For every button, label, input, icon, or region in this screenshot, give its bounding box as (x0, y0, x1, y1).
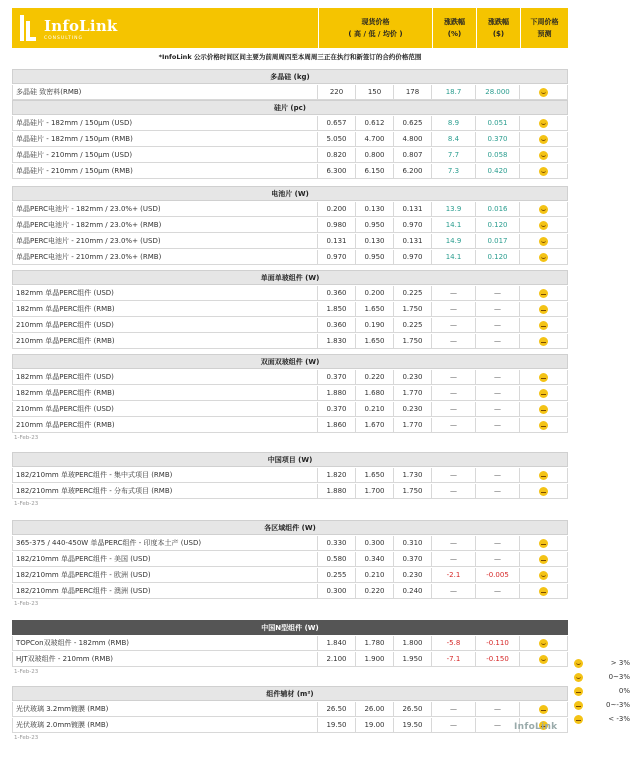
table-row (12, 334, 568, 349)
legend-item (574, 684, 640, 698)
change-usd: — (476, 584, 520, 598)
price-high: 220 (318, 85, 356, 99)
smile-icon (539, 88, 548, 97)
table-header (12, 8, 568, 48)
price-avg: 4.800 (394, 132, 432, 146)
change-usd: — (476, 468, 520, 482)
change-pct: — (432, 386, 476, 400)
watermark: InfoLink (514, 722, 558, 732)
smile-icon (539, 237, 548, 246)
change-usd: 0.120 (476, 250, 520, 264)
forecast-subtitle: 预测 (537, 30, 552, 38)
table-row (12, 568, 568, 583)
section-header: 单面单玻组件 (W) (12, 270, 568, 285)
price-high: 1.820 (318, 468, 356, 482)
table-row (12, 370, 568, 385)
table-row (12, 318, 568, 333)
forecast-cell (520, 568, 568, 582)
price-avg: 0.230 (394, 370, 432, 384)
price-low: 0.200 (356, 286, 394, 300)
product-name: 210mm 单晶PERC组件 (RMB) (12, 418, 318, 432)
product-name: 单晶硅片 - 210mm / 150μm (USD) (12, 148, 318, 162)
price-avg: 1.750 (394, 334, 432, 348)
product-name: 182/210mm 单玻PERC组件 - 集中式项目 (RMB) (12, 468, 318, 482)
price-avg: 6.200 (394, 164, 432, 178)
smile-icon (539, 119, 548, 128)
product-name: TOPCon双玻组件 - 182mm (RMB) (12, 636, 318, 650)
change-usd: -0.005 (476, 568, 520, 582)
change-usd: — (476, 302, 520, 316)
price-avg: 19.50 (394, 718, 432, 732)
table-row (12, 202, 568, 217)
legend-label: 0% (618, 687, 630, 695)
price-avg: 1.770 (394, 418, 432, 432)
change-usd: — (476, 702, 520, 716)
forecast-cell (520, 484, 568, 498)
price-low: 0.950 (356, 250, 394, 264)
forecast-cell (520, 218, 568, 232)
forecast-cell (520, 318, 568, 332)
neutral-face-icon (539, 487, 548, 496)
price-low: 1.650 (356, 334, 394, 348)
product-name: 210mm 单晶PERC组件 (USD) (12, 318, 318, 332)
change-usd: 0.370 (476, 132, 520, 146)
change-usd: — (476, 402, 520, 416)
forecast-cell (520, 202, 568, 216)
change-usd: — (476, 286, 520, 300)
neutral-face-icon (539, 539, 548, 548)
forecast-cell (520, 536, 568, 550)
product-name: 182/210mm 单晶PERC组件 - 澳洲 (USD) (12, 584, 318, 598)
product-name: 单晶PERC电池片 - 210mm / 23.0%+ (RMB) (12, 250, 318, 264)
price-low: 1.670 (356, 418, 394, 432)
forecast-cell (520, 584, 568, 598)
change-pct: -7.1 (432, 652, 476, 666)
change-usd-title: 涨跌幅 (488, 18, 509, 26)
table-row (12, 386, 568, 401)
price-low: 0.220 (356, 370, 394, 384)
change-pct: — (432, 370, 476, 384)
change-usd: 0.051 (476, 116, 520, 130)
change-usd: -0.110 (476, 636, 520, 650)
change-usd: 0.016 (476, 202, 520, 216)
price-avg: 0.225 (394, 318, 432, 332)
price-high: 0.330 (318, 536, 356, 550)
legend-label: > 3% (610, 659, 630, 667)
price-low: 4.700 (356, 132, 394, 146)
price-avg: 0.310 (394, 536, 432, 550)
change-pct: 8.9 (432, 116, 476, 130)
forecast-cell (520, 402, 568, 416)
product-name: 单晶PERC电池片 - 182mm / 23.0%+ (RMB) (12, 218, 318, 232)
product-name: 182mm 单晶PERC组件 (RMB) (12, 302, 318, 316)
legend-item (574, 656, 640, 670)
price-high: 1.880 (318, 386, 356, 400)
change-usd: — (476, 718, 520, 732)
price-low: 1.680 (356, 386, 394, 400)
price-avg: 0.625 (394, 116, 432, 130)
price-avg: 0.370 (394, 552, 432, 566)
price-avg: 0.970 (394, 218, 432, 232)
change-usd: — (476, 370, 520, 384)
price-high: 6.300 (318, 164, 356, 178)
product-name: 182/210mm 单玻PERC组件 - 分布式项目 (RMB) (12, 484, 318, 498)
price-high: 1.830 (318, 334, 356, 348)
price-low: 0.300 (356, 536, 394, 550)
price-low: 1.780 (356, 636, 394, 650)
change-usd: -0.150 (476, 652, 520, 666)
forecast-cell (520, 234, 568, 248)
sad-face-icon (539, 571, 548, 580)
change-usd: 0.058 (476, 148, 520, 162)
change-pct: -2.1 (432, 568, 476, 582)
smile-icon (539, 253, 548, 262)
price-high: 0.580 (318, 552, 356, 566)
forecast-cell (520, 85, 568, 99)
price-avg: 0.230 (394, 568, 432, 582)
product-name: 210mm 单晶PERC组件 (RMB) (12, 334, 318, 348)
legend-item (574, 698, 640, 712)
price-high: 1.860 (318, 418, 356, 432)
infolink-logo-icon (20, 15, 36, 41)
neutral-face-icon (539, 705, 548, 714)
change-pct: — (432, 718, 476, 732)
price-high: 26.50 (318, 702, 356, 716)
table-row (12, 234, 568, 249)
neutral-face-icon (539, 389, 548, 398)
forecast-cell (520, 302, 568, 316)
change-pct: — (432, 552, 476, 566)
price-avg: 1.750 (394, 302, 432, 316)
price-low: 0.130 (356, 202, 394, 216)
change-pct: 14.9 (432, 234, 476, 248)
price-avg: 0.807 (394, 148, 432, 162)
table-row (12, 250, 568, 265)
forecast-cell (520, 116, 568, 130)
section-header: 多晶硅 (kg) (12, 69, 568, 84)
crying-face-icon (574, 715, 583, 724)
change-pct-title: 涨跌幅 (444, 18, 465, 26)
section-header: 组件辅材 (m²) (12, 686, 568, 701)
price-high: 0.360 (318, 318, 356, 332)
sad-face-icon (539, 655, 548, 664)
price-avg: 0.131 (394, 202, 432, 216)
price-high: 0.131 (318, 234, 356, 248)
product-name: 182mm 单晶PERC组件 (USD) (12, 370, 318, 384)
product-name: 182/210mm 单晶PERC组件 - 美国 (USD) (12, 552, 318, 566)
table-row (12, 286, 568, 301)
price-low: 0.210 (356, 568, 394, 582)
table-row (12, 702, 568, 717)
neutral-face-icon (539, 587, 548, 596)
price-high: 0.970 (318, 250, 356, 264)
forecast-cell (520, 132, 568, 146)
neutral-face-icon (574, 687, 583, 696)
price-high: 1.850 (318, 302, 356, 316)
price-notice: *InfoLink 公示价格时间区间主要为前周周四至本周周三正在执行和新签订的合约价格范围 (158, 53, 422, 61)
price-low: 0.220 (356, 584, 394, 598)
change-pct: 7.7 (432, 148, 476, 162)
forecast-cell (520, 148, 568, 162)
change-pct: — (432, 484, 476, 498)
date-label: 1-Feb-23 (14, 601, 39, 607)
change-pct: — (432, 418, 476, 432)
date-label: 1-Feb-23 (14, 501, 39, 507)
change-usd-header (476, 8, 520, 48)
price-low: 0.950 (356, 218, 394, 232)
neutral-face-icon (539, 321, 548, 330)
smile-icon (539, 205, 548, 214)
table-row (12, 132, 568, 147)
change-usd: — (476, 318, 520, 332)
legend-item (574, 670, 640, 684)
table-row (12, 164, 568, 179)
table-row (12, 218, 568, 233)
forecast-cell (520, 370, 568, 384)
table-row (12, 636, 568, 651)
product-name: 单晶PERC电池片 - 210mm / 23.0%+ (USD) (12, 234, 318, 248)
price-high: 2.100 (318, 652, 356, 666)
price-low: 19.00 (356, 718, 394, 732)
section-header: 中国项目 (W) (12, 452, 568, 467)
change-pct: — (432, 318, 476, 332)
change-pct: — (432, 286, 476, 300)
price-low: 0.190 (356, 318, 394, 332)
smile-icon (574, 673, 583, 682)
price-low: 0.612 (356, 116, 394, 130)
neutral-face-icon (539, 305, 548, 314)
forecast-cell (520, 334, 568, 348)
table-row (12, 652, 568, 667)
change-pct: 18.7 (432, 85, 476, 99)
change-pct: — (432, 402, 476, 416)
forecast-cell (520, 164, 568, 178)
change-pct: 7.3 (432, 164, 476, 178)
date-label: 1-Feb-23 (14, 735, 39, 741)
price-high: 1.840 (318, 636, 356, 650)
product-name: 光伏玻璃 3.2mm镀膜 (RMB) (12, 702, 318, 716)
price-low: 6.150 (356, 164, 394, 178)
forecast-cell (520, 386, 568, 400)
price-high: 0.370 (318, 402, 356, 416)
price-high: 0.300 (318, 584, 356, 598)
price-low: 0.800 (356, 148, 394, 162)
price-low: 0.340 (356, 552, 394, 566)
forecast-cell (520, 250, 568, 264)
price-avg: 0.131 (394, 234, 432, 248)
legend-item (574, 712, 640, 726)
product-name: 单晶硅片 - 182mm / 150μm (RMB) (12, 132, 318, 146)
price-high: 5.050 (318, 132, 356, 146)
product-name: 182mm 单晶PERC组件 (USD) (12, 286, 318, 300)
section-header: 双面双玻组件 (W) (12, 354, 568, 369)
smile-icon (539, 135, 548, 144)
forecast-cell (520, 418, 568, 432)
section-header: 电池片 (W) (12, 186, 568, 201)
change-pct: — (432, 302, 476, 316)
table-row (12, 552, 568, 567)
smile-icon (539, 151, 548, 160)
neutral-face-icon (539, 555, 548, 564)
table-row (12, 536, 568, 551)
forecast-cell (520, 468, 568, 482)
change-pct: — (432, 468, 476, 482)
neutral-face-icon (539, 405, 548, 414)
price-avg: 1.770 (394, 386, 432, 400)
price-high: 0.370 (318, 370, 356, 384)
price-avg: 0.240 (394, 584, 432, 598)
price-avg: 0.970 (394, 250, 432, 264)
spot-price-subtitle: ( 高 / 低 / 均价 ) (348, 30, 403, 38)
change-usd: — (476, 334, 520, 348)
product-name: 210mm 单晶PERC组件 (USD) (12, 402, 318, 416)
change-pct: -5.8 (432, 636, 476, 650)
change-pct-header (432, 8, 476, 48)
smile-icon (539, 221, 548, 230)
brand-logo-area (12, 8, 318, 48)
change-pct: 14.1 (432, 218, 476, 232)
forecast-cell (520, 702, 568, 716)
table-row (12, 148, 568, 163)
price-high: 0.980 (318, 218, 356, 232)
neutral-face-icon (539, 471, 548, 480)
price-low: 1.700 (356, 484, 394, 498)
forecast-title: 下周价格 (530, 18, 559, 26)
change-pct: 13.9 (432, 202, 476, 216)
change-usd: — (476, 418, 520, 432)
table-row (12, 584, 568, 599)
date-label: 1-Feb-23 (14, 435, 39, 441)
big-smile-icon (574, 659, 583, 668)
table-row (12, 468, 568, 483)
price-avg: 178 (394, 85, 432, 99)
price-high: 1.880 (318, 484, 356, 498)
price-low: 1.900 (356, 652, 394, 666)
brand-subtitle: CONSULTING (44, 36, 84, 41)
product-name: 单晶PERC电池片 - 182mm / 23.0%+ (USD) (12, 202, 318, 216)
section-header: 各区域组件 (W) (12, 520, 568, 535)
change-usd: 0.120 (476, 218, 520, 232)
sad-face-icon (574, 701, 583, 710)
change-usd: — (476, 552, 520, 566)
neutral-face-icon (539, 337, 548, 346)
price-avg: 1.730 (394, 468, 432, 482)
section-header: 硅片 (pc) (12, 100, 568, 115)
table-row (12, 116, 568, 131)
date-label: 1-Feb-23 (14, 669, 39, 675)
table-row (12, 718, 568, 733)
price-high: 0.200 (318, 202, 356, 216)
product-name: HJT双玻组件 - 210mm (RMB) (12, 652, 318, 666)
section-header: 中国N型组件 (W) (12, 620, 568, 635)
table-row (12, 302, 568, 317)
legend-label: 0~-3% (606, 701, 630, 709)
neutral-face-icon (539, 421, 548, 430)
price-low: 1.650 (356, 302, 394, 316)
product-name: 182/210mm 单晶PERC组件 - 欧洲 (USD) (12, 568, 318, 582)
product-name: 182mm 单晶PERC组件 (RMB) (12, 386, 318, 400)
product-name: 单晶硅片 - 210mm / 150μm (RMB) (12, 164, 318, 178)
price-low: 0.130 (356, 234, 394, 248)
table-row (12, 484, 568, 499)
legend-label: < -3% (608, 715, 630, 723)
change-usd: — (476, 536, 520, 550)
change-usd-unit: ($) (492, 30, 505, 38)
brand-name: InfoLink (44, 17, 118, 35)
product-name: 光伏玻璃 2.0mm镀膜 (RMB) (12, 718, 318, 732)
smile-icon (539, 167, 548, 176)
legend-label: 0~3% (608, 673, 630, 681)
forecast-header (520, 8, 568, 48)
change-usd: 0.420 (476, 164, 520, 178)
product-name: 365-375 / 440-450W 单晶PERC组件 - 印度本土产 (USD) (12, 536, 318, 550)
table-row (12, 402, 568, 417)
product-name: 多晶硅 致密料(RMB) (12, 85, 318, 99)
change-pct: — (432, 584, 476, 598)
price-low: 26.00 (356, 702, 394, 716)
change-usd: — (476, 386, 520, 400)
spot-price-title: 现货价格 (361, 18, 390, 26)
change-pct: 8.4 (432, 132, 476, 146)
change-usd: 28.000 (476, 85, 520, 99)
price-avg: 26.50 (394, 702, 432, 716)
price-avg: 0.230 (394, 402, 432, 416)
price-high: 0.255 (318, 568, 356, 582)
forecast-legend (574, 656, 640, 726)
table-row (12, 418, 568, 433)
change-usd: — (476, 484, 520, 498)
change-pct: — (432, 334, 476, 348)
price-avg: 1.800 (394, 636, 432, 650)
price-avg: 0.225 (394, 286, 432, 300)
forecast-cell (520, 636, 568, 650)
table-row (12, 85, 568, 100)
price-high: 19.50 (318, 718, 356, 732)
forecast-cell (520, 286, 568, 300)
price-avg: 1.750 (394, 484, 432, 498)
spot-price-header (318, 8, 432, 48)
price-avg: 1.950 (394, 652, 432, 666)
change-usd: 0.017 (476, 234, 520, 248)
change-pct: — (432, 536, 476, 550)
forecast-cell (520, 552, 568, 566)
price-low: 150 (356, 85, 394, 99)
change-pct: — (432, 702, 476, 716)
neutral-face-icon (539, 373, 548, 382)
price-low: 0.210 (356, 402, 394, 416)
change-pct-unit: (%) (447, 30, 462, 38)
product-name: 单晶硅片 - 182mm / 150μm (USD) (12, 116, 318, 130)
price-high: 0.820 (318, 148, 356, 162)
price-high: 0.360 (318, 286, 356, 300)
price-high: 0.657 (318, 116, 356, 130)
price-low: 1.650 (356, 468, 394, 482)
sad-face-icon (539, 639, 548, 648)
change-pct: 14.1 (432, 250, 476, 264)
forecast-cell (520, 652, 568, 666)
neutral-face-icon (539, 289, 548, 298)
